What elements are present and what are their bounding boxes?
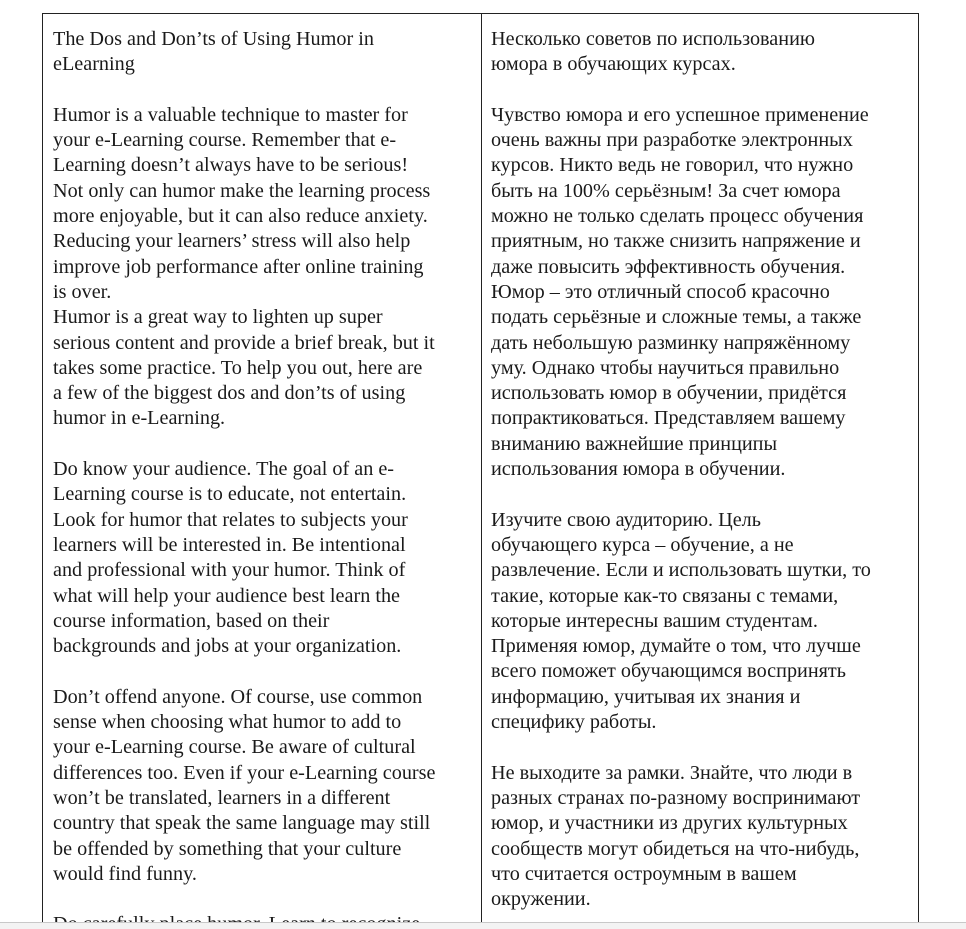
paragraph-gap [491,735,914,760]
paragraph-line: уму. Однако чтобы научиться правильно [491,356,840,379]
paragraph-line: more enjoyable, but it can also reduce anxiety. [53,205,428,228]
paragraph-line: юмор, и участники из других культурных [491,812,848,835]
paragraph-line: окружении. [491,888,591,911]
paragraph-line: подать серьёзные и сложные темы, а также [491,306,862,329]
title-line: The Dos and Don’ts of Using Humor in [53,28,374,50]
paragraph-line: попрактиковаться. Представляем вашему [491,407,846,430]
paragraph-line: использовать юмор в обучении, придётся [491,382,847,405]
paragraph-gap [53,659,475,684]
paragraph-line: использования юмора в обучении. [491,458,786,481]
title-line: юмора в обучающих курсах. [491,53,736,76]
paragraph-line: сообществ могут обидеться на что-нибудь, [491,837,860,860]
paragraph-line: your e-Learning course. Be aware of cultural [53,736,416,759]
paragraph-line: Юмор – это отличный способ красочно [491,280,830,303]
paragraph-line: your e-Learning course. Remember that e- [53,129,397,152]
paragraph-line: serious content and provide a brief break, but it [53,331,435,354]
paragraph-line: is over. [53,280,112,303]
paragraph-line: takes some practice. To help you out, here are [53,356,423,379]
paragraph-line: вниманию важнейшие принципы [491,432,778,455]
paragraph-line: Don’t offend anyone. Of course, use common [53,685,423,708]
title-line: eLearning [53,53,135,76]
paragraph-line: Применяя юмор, думайте о том, что лучше [491,635,861,658]
paragraph-line: Look for humor that relates to subjects your [53,508,408,531]
paragraph-line: дать небольшую разминку напряжённому [491,331,851,354]
paragraph-line: Learning course is to educate, not entertain. [53,483,407,506]
paragraph-line: course information, based on their [53,609,330,632]
paragraph-line: развлечение. Если и использовать шутки, то [491,559,871,582]
english-column [43,14,482,929]
paragraph-gap [53,432,475,457]
paragraph-line: and professional with your humor. Think of [53,559,406,582]
paragraph-line: a few of the biggest dos and don’ts of using [53,382,406,405]
paragraph-gap [491,482,914,507]
paragraph-line: what will help your audience best learn the [53,584,400,607]
paragraph-line: даже повысить эффективность обучения. [491,255,846,278]
paragraph-line: be offended by something that your culture [53,837,402,860]
paragraph-line: специфику работы. [491,711,657,734]
paragraph-line: sense when choosing what humor to add to [53,711,402,734]
paragraph-line: humor in e-Learning. [53,407,226,430]
paragraph-line: информацию, учитывая их знания и [491,685,801,708]
paragraph-gap [491,78,914,103]
paragraph-line: backgrounds and jobs at your organization. [53,635,402,658]
paragraph-line: Чувство юмора и его успешное применение [491,103,869,126]
paragraph-line: приятным, но также снизить напряжение и [491,230,861,253]
paragraph-line: что считается остроумным в вашем [491,862,797,885]
paragraph-line: Do know your audience. The goal of an e- [53,458,395,481]
paragraph-line: быть на 100% серьёзным! За счет юмора [491,179,841,202]
title-line: Несколько советов по использованию [491,28,815,50]
paragraph-line: всего поможет обучающимся воспринять [491,660,846,683]
paragraph-line: Изучите свою аудиторию. Цель [491,508,761,531]
paragraph-line: country that speak the same language may still [53,812,431,835]
paragraph-line: Humor is a valuable technique to master for [53,103,408,126]
bilingual-table [42,13,919,929]
paragraph-line: won’t be translated, learners in a different [53,786,391,809]
paragraph-line: Humor is a great way to lighten up super [53,306,383,329]
page-bottom-band [0,923,966,929]
paragraph-line: обучающего курса – обучение, а не [491,533,794,556]
paragraph-line: would find funny. [53,862,197,885]
russian-column [482,14,918,929]
paragraph-line: Learning doesn’t always have to be serious! [53,154,409,177]
paragraph-line: Not only can humor make the learning process [53,179,431,202]
paragraph-line: такие, которые как-то связаны с темами, [491,584,839,607]
paragraph-line: которые интересны вашим студентам. [491,609,818,632]
paragraph-line: Reducing your learners’ stress will also help [53,230,411,253]
paragraph-line: improve job performance after online training [53,255,424,278]
paragraph-line: differences too. Even if your e-Learning course [53,761,436,784]
paragraph-line: очень важны при разработке электронных [491,129,853,152]
paragraph-line: Не выходите за рамки. Знайте, что люди в [491,761,853,784]
paragraph-line: learners will be interested in. Be intentional [53,533,406,556]
paragraph-line: разных странах по-разному воспринимают [491,786,861,809]
paragraph-line: можно не только сделать процесс обучения [491,205,864,228]
paragraph-gap [53,78,475,103]
paragraph-gap [53,887,475,912]
paragraph-line: курсов. Никто ведь не говорил, что нужно [491,154,854,177]
